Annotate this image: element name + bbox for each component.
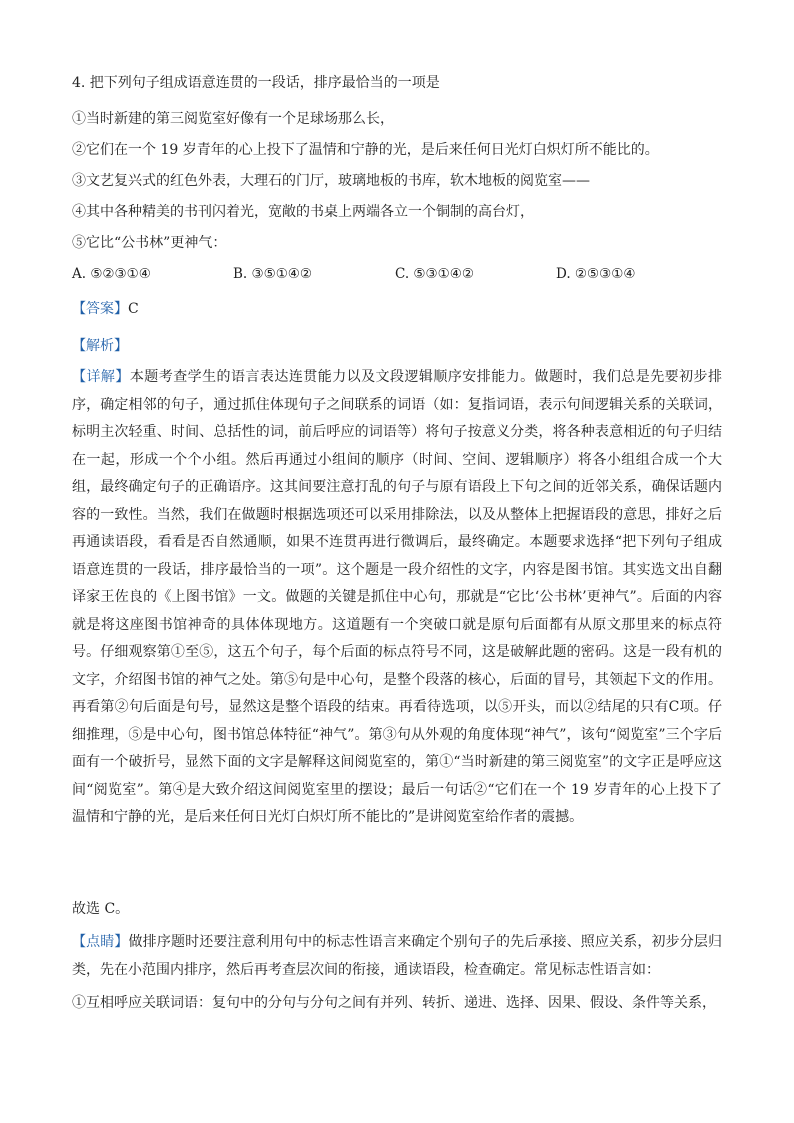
answer-label: 【答案】 (72, 301, 128, 317)
option-a: A. ⑤②③①④ (72, 266, 151, 282)
conclusion: 故选 C。 (72, 901, 130, 917)
sentence-1: ①当时新建的第三阅览室好像有一个足球场那么长， (72, 111, 394, 127)
tip-paragraph (72, 929, 722, 984)
sentence-2: ②它们在一个 19 岁青年的心上投下了温情和宁静的光，是后来任何日光灯白炽灯所不能比的。 (72, 142, 659, 158)
option-c: C. ⑤③①④② (395, 266, 474, 282)
question-stem: 4. 把下列句子组成语意连贯的一段话，排序最恰当的一项是 (72, 75, 440, 91)
tip-item-1: ①互相呼应关联词语：复句中的分句与分句之间有并列、转折、递进、选择、因果、假设、条件等关系， (72, 995, 716, 1011)
sentence-4: ④其中各种精美的书刊闪着光，宽敞的书桌上两端各立一个铜制的高台灯， (72, 204, 534, 220)
option-b: B. ③⑤①④② (233, 266, 313, 282)
tip-text: 做排序题时还要注意利用句中的标志性语言来确定个别句子的先后承接、照应关系，初步分层归类，先在小范围内排序，然后再考查层次间的衔接，通读语段，检查确定。常见标志性语言如： (72, 934, 723, 978)
option-d: D. ②⑤③①④ (556, 266, 636, 282)
detail-paragraph (72, 364, 722, 832)
answer-value: C (128, 301, 139, 317)
sentence-3: ③文艺复兴式的红色外表，大理石的门厅，玻璃地板的书库，软木地板的阅览室—— (72, 173, 590, 189)
answer-options (72, 264, 692, 284)
detail-text: 本题考查学生的语言表达连贯能力以及文段逻辑顺序安排能力。做题时，我们总是先要初步排序，确定相邻的句子，通过抓住体现句子之间联系的词语（如：复指词语，表示句间逻辑关系的关联词，标明主次轻重、时间、总括性的词，前后呼应的词语等）将句子按意义分类，将各种表意相近的句子归结在一起，形成一个个小组。然后再通过小组间的顺序（时间、空间、逻辑顺序）将各小组组合成一个大组，最终确定句子的正确语序。这其间要注意打乱的句子与原有语段上下句之间的近邻关系，确保话题内容的一致性。当然，我们在做题时根据选项还可以采用排除法，以及从整体上把握语段的意思，排好之后再通读语段，看看是否自然通顺，如果不连贯再进行微调后，最终确定。本题要求选择“把下列句子组成语意连贯的一段话，排序最恰当的一项”。这个题是一段介绍性的文字，内容是图书馆。其实选文出自翻译家王佐良的《上图书馆》一文。做题的关键是抓住中心句，那就是“它比‘公书林’更神气”。后面的内容就是将这座图书馆神奇的具体体现地方。这道题有一个突破口就是原句后面都有从原文那里来的标点符号。仔细观察第①至⑤，这五个句子，每个后面的标点符号不同，这是破解此题的密码。这是一段有机的文字，介绍图书馆的神气之处。第⑤句是中心句，是整个段落的核心，后面的冒号，其领起下文的作用。再看第②句后面是句号，显然这是整个语段的结束。再看待选项，以⑤开头，而以②结尾的只有C项。仔细推理，⑤是中心句，图书馆总体特征“神气”。第③句从外观的角度体现“神气”，该句“阅览室”三个字后面有一个破折号，显然下面的文字是解释这间阅览室的，第①“当时新建的第三阅览室”的文字正是呼应这间“阅览室”。第④是大致介绍这间阅览室里的摆设；最后一句话②“它们在一个 19 岁青年的心上投下了温情和宁静的光，是后来任何日光灯白炽灯所不能比的”是讲阅览室给作者的震撼。 (72, 369, 723, 825)
tip-label: 【点睛】 (72, 934, 129, 950)
detail-label: 【详解】 (72, 369, 130, 385)
answer-line (72, 299, 139, 319)
sentence-5: ⑤它比“公书林”更神气： (72, 235, 227, 251)
analysis-label: 【解析】 (72, 338, 128, 354)
